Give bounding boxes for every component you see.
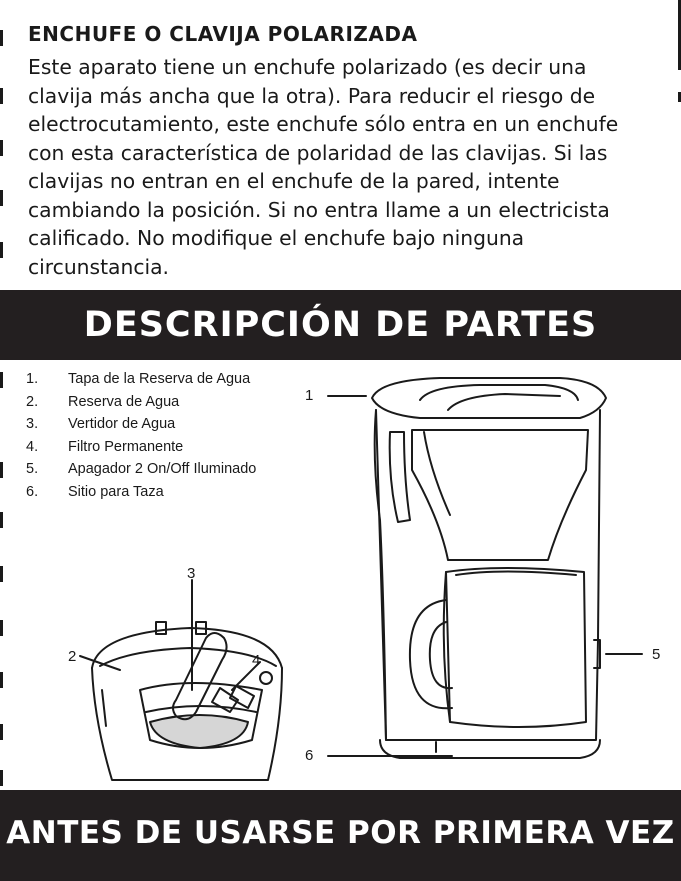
list-item: 6. Sitio para Taza	[26, 483, 164, 500]
plug-text-line: cambiando la posición. Si no entra llame a un electricista	[28, 197, 610, 222]
plug-text-line: con esta característica de polaridad de las clavijas. Si las	[28, 140, 608, 165]
plug-text-line: clavija más ancha que la otra). Para reducir el riesgo de	[28, 83, 596, 108]
plug-text-line: calificado. No modifique el enchufe bajo ninguna	[28, 226, 525, 250]
callout-3: 3	[187, 565, 196, 582]
callout-2: 2	[68, 648, 77, 665]
plug-text-line: electrocutamiento, este enchufe sólo entra en un enchufe	[28, 112, 619, 136]
parts-section-title: DESCRIPCIÓN DE PARTES	[0, 290, 681, 360]
first-use-section-title: ANTES DE USARSE POR PRIMERA VEZ	[0, 790, 681, 881]
callout-5: 5	[652, 646, 661, 663]
plug-text-line: circunstancia.	[28, 254, 169, 279]
plug-text-line: clavijas no entran en el enchufe de la pared, intente	[28, 169, 560, 193]
callout-6: 6	[305, 747, 314, 764]
list-item: 2. Reserva de Agua	[26, 393, 180, 410]
list-item: 5. Apagador 2 On/Off Iluminado	[26, 461, 257, 477]
callout-1: 1	[305, 387, 314, 404]
plug-section-title: ENCHUFE O CLAVIJA POLARIZADA	[28, 22, 418, 46]
list-item: 1. Tapa de la Reserva de Agua	[26, 371, 251, 387]
list-item: 3. Vertidor de Agua	[26, 416, 176, 432]
plug-text-line: Este aparato tiene un enchufe polarizado (es decir una	[28, 55, 587, 79]
list-item: 4. Filtro Permanente	[26, 438, 184, 455]
callout-4: 4	[252, 652, 261, 669]
